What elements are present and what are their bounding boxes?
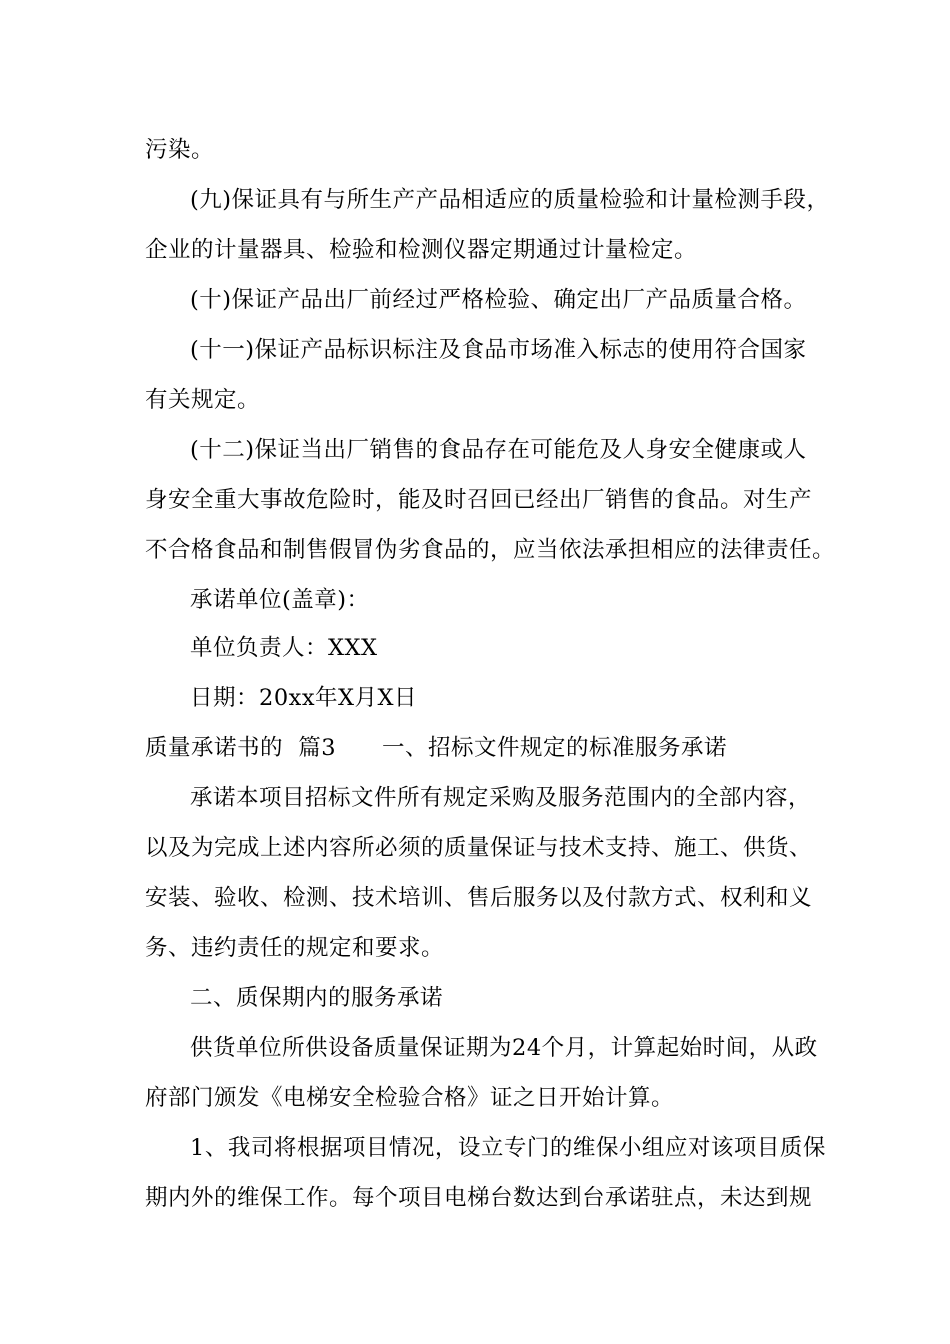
text-line: 期内外的维保工作。每个项目电梯台数达到台承诺驻点，未达到规 — [145, 1185, 813, 1211]
responsible-person-line: 单位负责人：XXX — [190, 635, 378, 661]
signature-unit-line: 承诺单位(盖章)： — [190, 587, 370, 613]
subsection-heading: 二、质保期内的服务承诺 — [190, 985, 444, 1011]
text-line: 以及为完成上述内容所必须的质量保证与技术支持、施工、供货、 — [145, 835, 813, 861]
text-line: 务、违约责任的规定和要求。 — [145, 935, 445, 961]
text-line: 府部门颁发《电梯安全检验合格》证之日开始计算。 — [145, 1085, 675, 1111]
text-line: 污染。 — [145, 137, 215, 163]
text-line: 承诺本项目招标文件所有规定采购及服务范围内的全部内容， — [190, 785, 812, 811]
text-line: (九)保证具有与所生产产品相适应的质量检验和计量检测手段， — [190, 187, 830, 213]
text-line: 安装、验收、检测、技术培训、售后服务以及付款方式、权利和义 — [145, 885, 813, 911]
text-line: 不合格食品和制售假冒伪劣食品的，应当依法承担相应的法律责任。 — [145, 537, 836, 563]
date-line: 日期：20xx年X月X日 — [190, 685, 418, 711]
text-line: 供货单位所供设备质量保证期为24个月，计算起始时间，从政 — [190, 1035, 818, 1061]
text-line: (十一)保证产品标识标注及食品市场准入标志的使用符合国家 — [190, 337, 807, 363]
text-line: (十二)保证当出厂销售的食品存在可能危及人身安全健康或人 — [190, 437, 807, 463]
section-heading: 质量承诺书的 篇3 一、招标文件规定的标准服务承诺 — [145, 735, 728, 761]
text-line: 身安全重大事故危险时，能及时召回已经出厂销售的食品。对生产 — [145, 487, 813, 513]
text-line: 1、我司将根据项目情况，设立专门的维保小组应对该项目质保 — [190, 1135, 826, 1161]
text-line: 有关规定。 — [145, 387, 261, 413]
text-line: (十)保证产品出厂前经过严格检验、确定出厂产品质量合格。 — [190, 287, 807, 313]
text-line: 企业的计量器具、检验和检测仪器定期通过计量检定。 — [145, 237, 698, 263]
